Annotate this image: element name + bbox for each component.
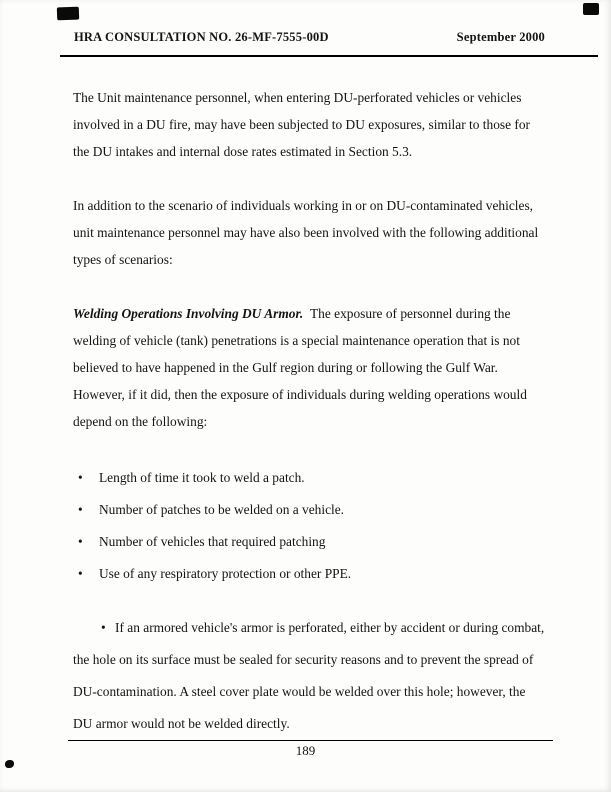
list-item-text: Number of patches to be welded on a vehicle. — [99, 502, 345, 517]
bullet-icon: • — [78, 534, 83, 549]
document-body — [73, 84, 547, 740]
bullet-icon: • — [78, 502, 83, 517]
bullet-list — [73, 462, 547, 590]
page-footer — [0, 743, 611, 759]
list-item — [73, 558, 547, 590]
header-title: HRA CONSULTATION NO. 26-MF-7555-00D — [74, 30, 329, 44]
paragraph-welding-operations — [73, 300, 547, 435]
list-item — [73, 494, 547, 526]
header-date: September 2000 — [456, 30, 545, 44]
page-number: 189 — [295, 743, 316, 758]
bullet-icon: • — [78, 470, 83, 485]
scan-artifact-bottom-left — [5, 760, 14, 768]
bullet-icon: • — [78, 566, 83, 581]
list-item — [73, 462, 547, 494]
paragraph-welding-text: The exposure of personnel during the welding of vehicle (tank) penetrations is a special maintenance operation that is not believed to have happened in the Gulf region during or following the Gulf War. However, if it did, then the exposure of individuals during welding operations would depend on the following: — [73, 306, 527, 429]
list-item-text: Length of time it took to weld a patch. — [99, 470, 305, 485]
paragraph-unit-maintenance: The Unit maintenance personnel, when entering DU-perforated vehicles or vehicles involved in a DU fire, may have been subjected to DU exposures, similar to those for the DU intakes and internal dose rates estimated in Section 5.3. — [73, 90, 531, 159]
list-item-text: Number of vehicles that required patching — [99, 534, 326, 549]
list-item-text: Use of any respiratory protection or other PPE. — [99, 566, 352, 581]
header-rule — [60, 55, 598, 57]
section-heading-welding: Welding Operations Involving DU Armor. — [73, 306, 304, 321]
scan-artifact-top-right — [583, 3, 599, 15]
sub-bullet-paragraph — [73, 612, 547, 740]
list-item — [73, 526, 547, 558]
paragraph-scenarios-intro: In addition to the scenario of individuals working in or on DU-contaminated vehicles, unit maintenance personnel may have also been involved with the following additional types of scenarios: — [73, 198, 539, 267]
bullet-icon: • — [101, 620, 106, 635]
sub-bullet-text: If an armored vehicle's armor is perforated, either by accident or during combat, the hole on its surface must be sealed for security reasons and to prevent the spread of DU-contamination. A steel cover plate would be welded over this hole; however, the DU armor would not be welded directly. — [73, 620, 545, 731]
scan-artifact-top-left — [57, 7, 79, 21]
footer-rule — [68, 740, 553, 741]
page-header — [74, 30, 545, 45]
